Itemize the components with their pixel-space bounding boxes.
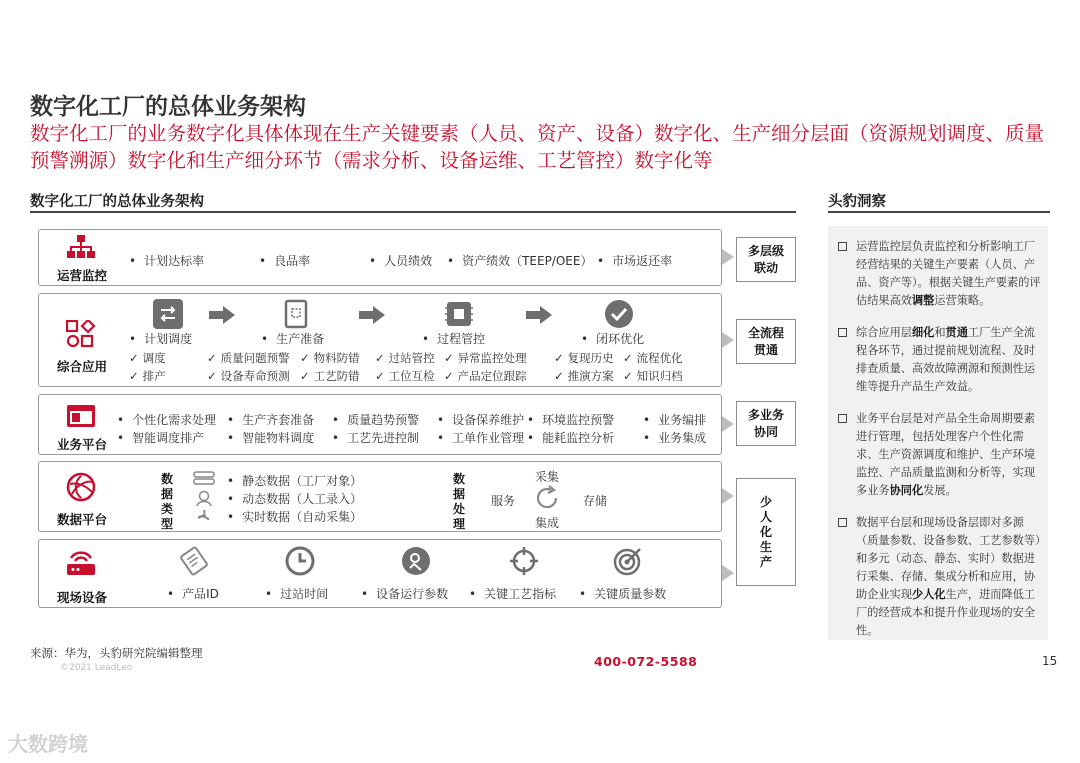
flow-arrow-icon [526,306,552,324]
pointer-icon [722,488,734,504]
check-item: ✓ 工位互检 [375,368,435,384]
list-item: • 设备运行参数 [361,585,448,602]
check-item: ✓ 过站管控 [375,350,435,366]
phone-number: 400-072-5588 [594,654,698,669]
checkbox-bullet-icon [838,242,847,251]
list-item: • 业务编排 [643,411,706,428]
data-type-label: 数据类型 [160,472,173,531]
window-panel-icon [49,404,113,432]
list-item: • 设备保养维护 [437,411,524,428]
list-item: • 智能物料调度 [227,429,314,446]
check-circle-icon [604,299,634,329]
insight-item: 数据平台层和现场设备层即对多源（质量参数、设备参数、工艺参数等）和多元（动态、静态、实时）数据进行采集、存储、集成分析和应用，协助企业实现少人化生产，进而降低工厂的经营成本和提升作业现场的安全性。 [838,514,1044,640]
list-item: • 市场返还率 [597,252,672,269]
watermark: 大数跨境 [8,732,88,756]
list-item: • 智能调度排产 [117,429,204,446]
list-item: • 静态数据（工厂对象） [227,472,362,489]
router-icon [49,548,113,580]
server-icon [193,470,215,490]
data-process-label: 数据处理 [452,472,465,531]
insight-panel [828,226,1048,640]
row-label-field: 现场设备 [56,590,107,605]
check-item: ✓ 异常监控处理 [444,350,527,366]
side-box-fullprocess: 全流程贯通 [736,319,796,364]
list-item: • 资产绩效（TEEP/OEE） [447,252,592,269]
row-label-data: 数据平台 [56,512,107,527]
row-integrated-app [38,293,722,387]
worker-icon [195,490,213,510]
checkbox-bullet-icon [838,328,847,337]
pointer-icon [722,565,734,581]
checkbox-bullet-icon [838,414,847,423]
check-item: ✓ 知识归档 [623,368,683,384]
list-item: • 质量趋势预警 [332,411,419,428]
crosshair-icon [509,546,539,580]
refresh-cycle-icon [533,484,561,516]
process-integrate: 集成 [535,516,560,530]
check-item: ✓ 工艺防错 [300,368,360,384]
page-title: 数字化工厂的总体业务架构 [30,94,306,120]
target-icon [613,546,643,580]
page-subtitle: 数字化工厂的业务数字化具体体现在生产关键要素（人员、资产、设备）数字化、生产细分层面（资源规划调度、质量预警溯源）数字化和生产细分环节（需求分析、设备运维、工艺管控）数字化等 [30,122,1045,172]
architecture-divider [30,211,796,213]
swap-arrows-icon [153,299,183,329]
process-service: 服务 [491,494,516,508]
side-box-multibusiness: 多业务协同 [736,401,796,446]
list-item: • 业务集成 [643,429,706,446]
list-item: • 产品ID [167,585,219,602]
swirl-logo-icon [49,472,113,506]
insight-section-title: 头豹洞察 [828,194,886,210]
row-field-devices [38,539,722,608]
list-item: • 工单作业管理 [437,429,524,446]
fan-icon [195,508,213,528]
list-item: • 关键工艺指标 [469,585,556,602]
row-data-platform [38,461,722,532]
check-item: ✓ 产品定位跟踪 [444,368,527,384]
clock-icon [285,546,315,580]
side-box-multilevel: 多层级联动 [736,237,796,282]
row-ops-monitoring [38,229,722,286]
architecture-section-title: 数字化工厂的总体业务架构 [30,194,204,210]
insight-divider [828,211,1050,213]
list-item: • 环境监控预警 [527,411,614,428]
row-label-ops: 运营监控 [56,268,107,283]
side-box-less-manned: 少人化生产 [736,478,796,586]
flow-arrow-icon [359,306,385,324]
copyright: ©2021 LeadLeo [60,663,133,673]
list-item: • 生产齐套准备 [227,411,314,428]
list-item: • 良品率 [259,252,310,269]
gear-hand-icon [401,546,431,580]
row-business-platform [38,394,722,455]
list-item: • 个性化需求处理 [117,411,216,428]
check-item: ✓ 设备寿命预测 [207,368,290,384]
org-chart-icon [49,235,113,263]
list-item: • 能耗监控分析 [527,429,614,446]
list-item: • 实时数据（自动采集） [227,508,362,525]
list-item: • 关键质量参数 [579,585,666,602]
check-item: ✓ 物料防错 [300,350,360,366]
checkbox-bullet-icon [838,518,847,527]
stage-header: • 生产准备 [261,330,324,347]
list-item: • 计划达标率 [129,252,204,269]
pointer-icon [722,416,734,432]
id-tag-icon [179,546,209,580]
stage-header: • 闭环优化 [581,330,644,347]
page-number: 15 [1042,654,1058,668]
source-note: 来源：华为，头豹研究院编辑整理 [30,646,203,660]
list-item: • 工艺先进控制 [332,429,419,446]
list-item: • 人员绩效 [369,252,432,269]
pointer-icon [722,332,734,348]
check-item: ✓ 推演方案 [554,368,614,384]
insight-item: 运营监控层负责监控和分析影响工厂经营结果的关键生产要素（人员、产品、资产等）。根据关键生产要素的评估结果高效调整运营策略。 [838,238,1044,310]
check-item: ✓ 调度 [129,350,166,366]
check-item: ✓ 复现历史 [554,350,614,366]
process-store: 存储 [583,494,608,508]
list-item: • 过站时间 [265,585,328,602]
process-collect: 采集 [535,470,560,484]
check-item: ✓ 流程优化 [623,350,683,366]
pointer-icon [722,249,734,265]
insight-item: 综合应用层细化和贯通工厂生产全流程各环节，通过提前规划流程、及时排查质量、高效故障溯源和预测性运维等提升产品生产效益。 [838,324,1044,396]
stage-header: • 过程管控 [422,330,485,347]
flow-arrow-icon [209,306,235,324]
insight-item: 业务平台层是对产品全生命周期要素进行管理，包括处理客户个性化需求、生产资源调度和维护、生产环境监控、产品质量监测和分析等，实现多业务协同化发展。 [838,410,1044,500]
row-label-business: 业务平台 [56,437,107,452]
check-item: ✓ 质量问题预警 [207,350,290,366]
chip-icon [444,299,474,329]
row-label-integrated: 综合应用 [56,359,107,374]
clipboard-icon [281,299,311,329]
stage-header: • 计划调度 [129,330,192,347]
list-item: • 动态数据（人工录入） [227,490,362,507]
check-item: ✓ 排产 [129,368,166,384]
grid-shapes-icon [49,320,113,352]
